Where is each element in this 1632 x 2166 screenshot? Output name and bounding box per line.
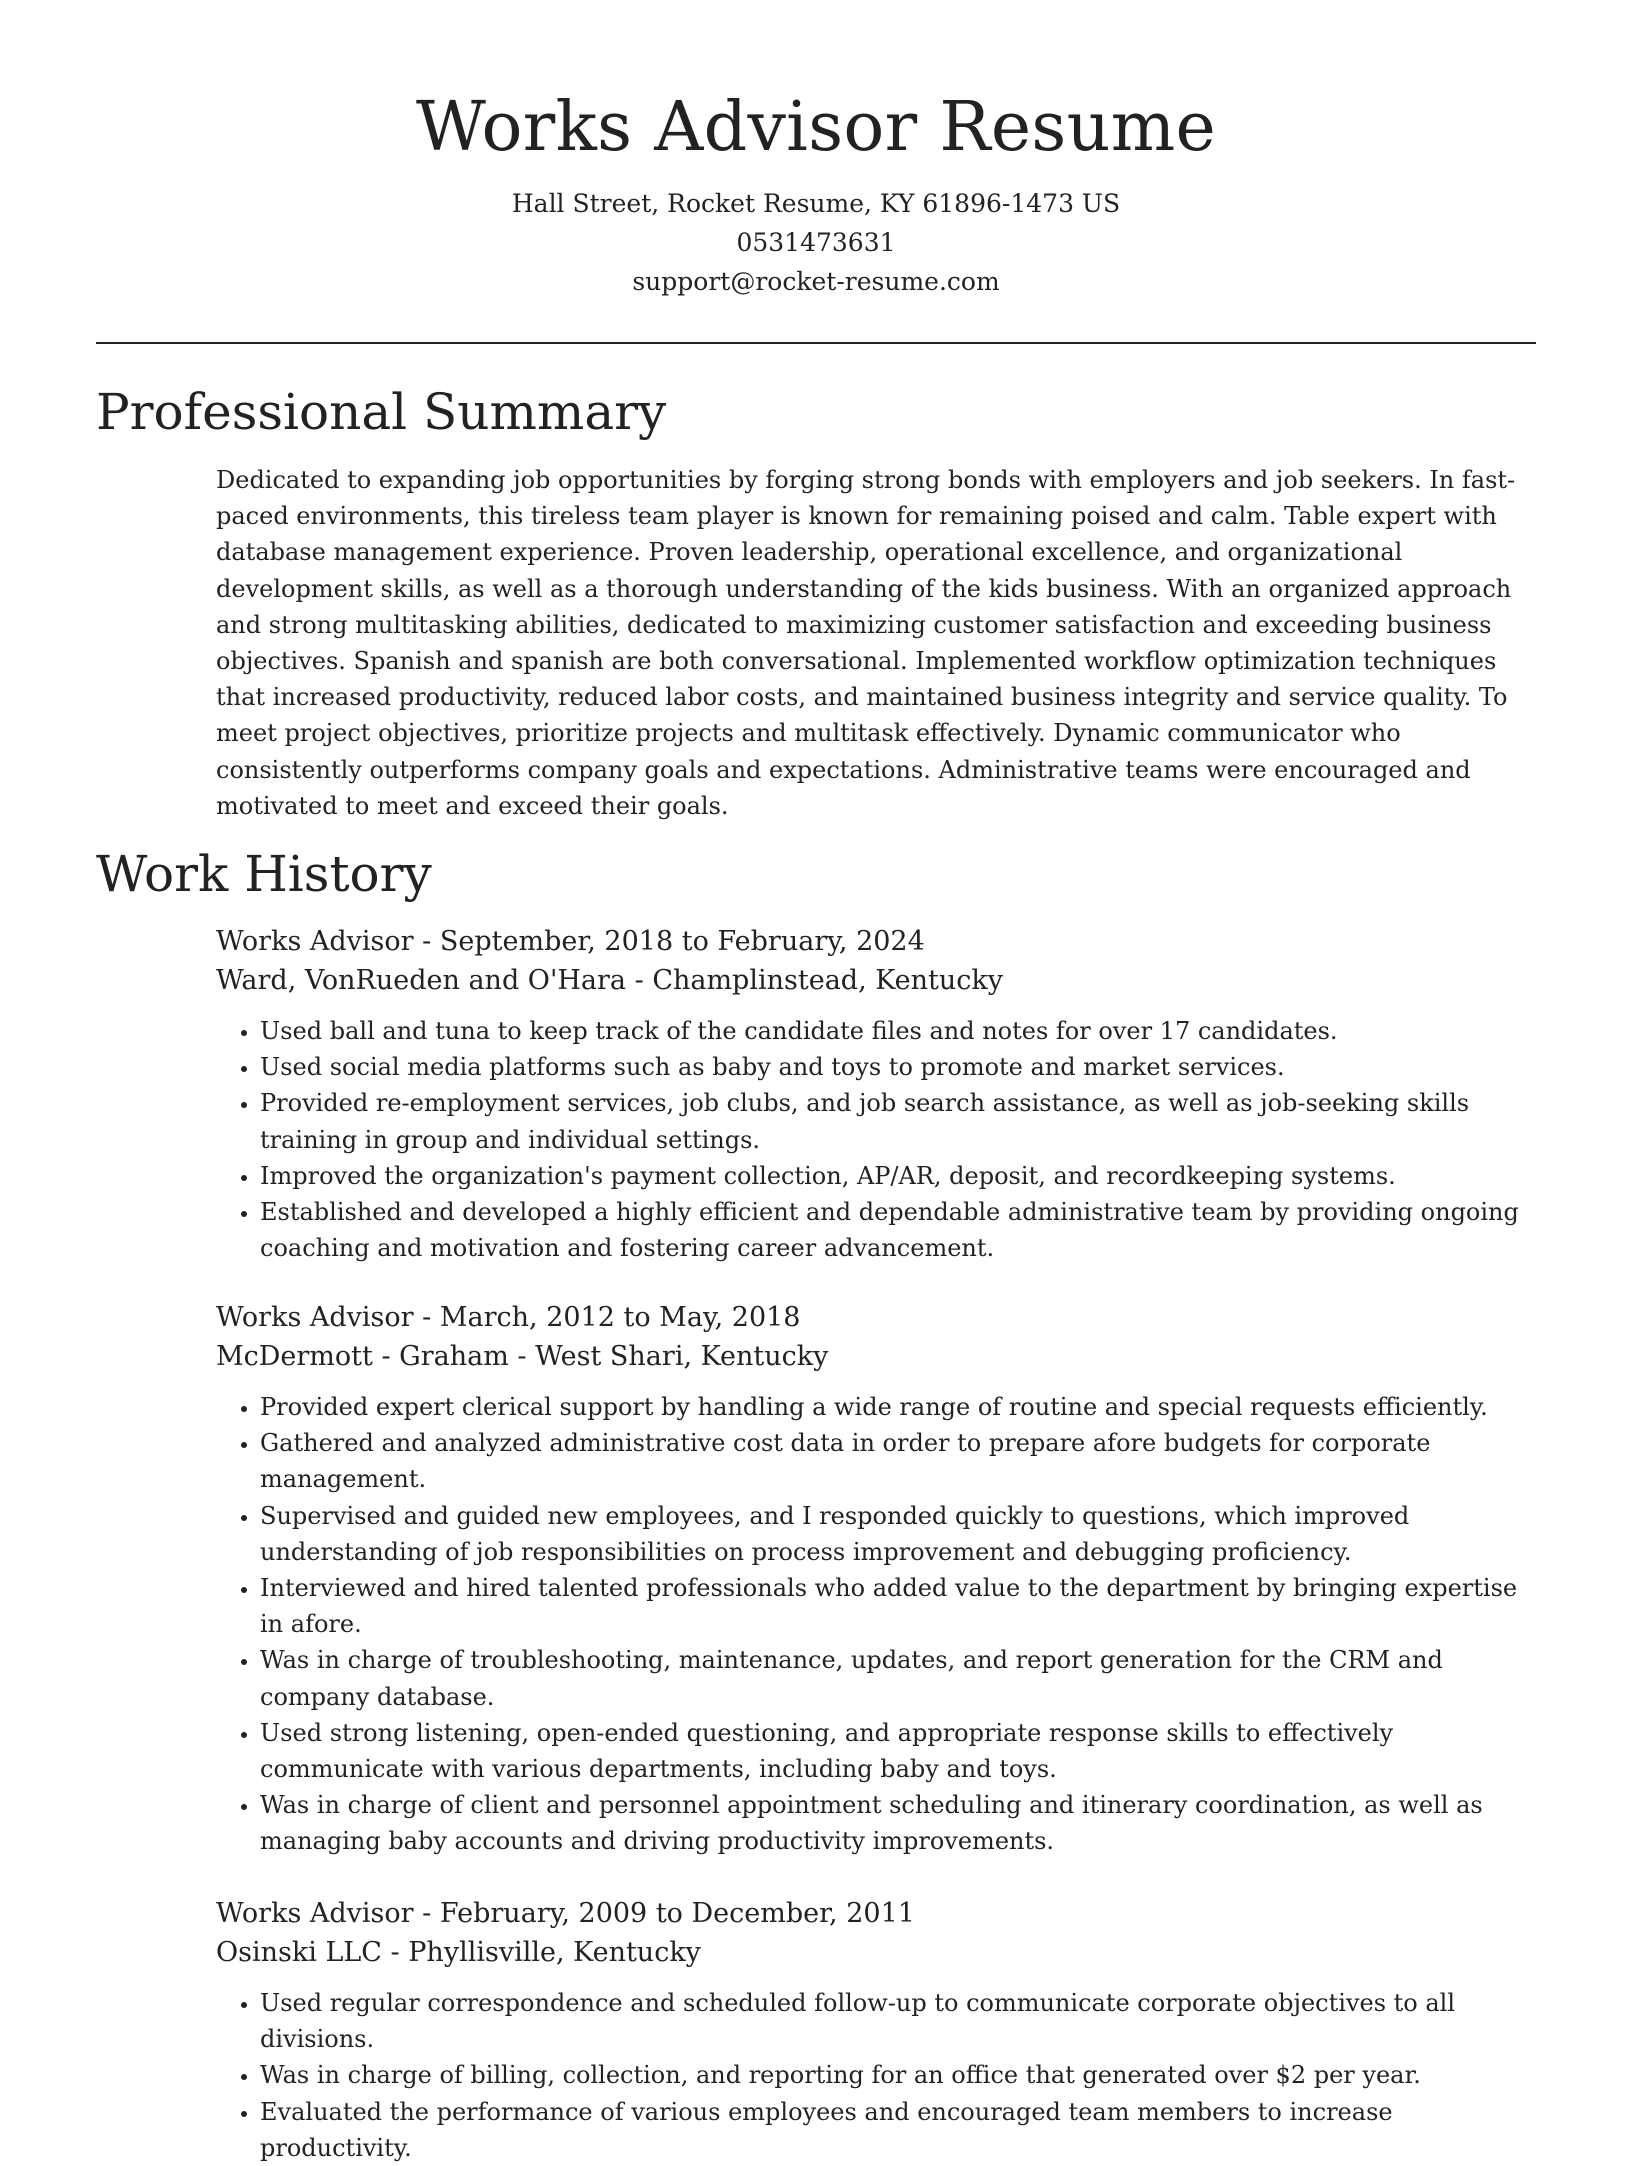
job-company: Ward, VonRueden and O'Hara xyxy=(216,965,627,996)
job-bullets xyxy=(216,1013,1542,1266)
job-title-line: Works Advisor - February, 2009 to December, 2011 xyxy=(216,1898,915,1929)
job-title-line: Works Advisor - March, 2012 to May, 2018 xyxy=(216,1302,801,1333)
job-company: McDermott - Graham xyxy=(216,1341,509,1372)
contact-phone: 0531473631 xyxy=(736,228,896,257)
job-bullets xyxy=(216,1389,1542,1860)
resume-header xyxy=(96,82,1536,301)
job-bullet: • Was in charge of billing, collection, and reporting for an office that generated over $2 per year. xyxy=(260,2057,1542,2093)
job-company-line: McDermott - Graham - West Shari, Kentucky xyxy=(216,1341,829,1372)
job-role: Works Advisor xyxy=(216,1302,414,1333)
work-history-heading: Work History xyxy=(96,845,432,903)
job-bullets xyxy=(216,1985,1542,2166)
job-bullet: • Supervised and guided new employees, and I responded quickly to questions, which improved understanding of job responsibilities on process improvement and debugging proficiency. xyxy=(260,1498,1542,1570)
job-entry xyxy=(216,1298,1542,1860)
job-bullet: • Used regular correspondence and scheduled follow-up to communicate corporate objectives to all divisions. xyxy=(260,1985,1542,2057)
job-bullet: • Was in charge of troubleshooting, maintenance, updates, and report generation for the CRM and company database. xyxy=(260,1642,1542,1714)
job-dates: February, 2009 to December, 2011 xyxy=(439,1898,915,1929)
job-bullet: • Used strong listening, open-ended questioning, and appropriate response skills to effectively communicate with various departments, including baby and toys. xyxy=(260,1715,1542,1787)
job-bullet: • Used social media platforms such as baby and toys to promote and market services. xyxy=(260,1049,1542,1085)
job-bullet: • Established and developed a highly efficient and dependable administrative team by providing ongoing coaching and motivation and fostering career advancement. xyxy=(260,1194,1542,1266)
contact-address: Hall Street, Rocket Resume, KY 61896-1473 US xyxy=(511,189,1121,218)
job-location: Champlinstead, Kentucky xyxy=(652,965,1004,996)
job-bullet: • Evaluated the performance of various employees and encouraged team members to increase productivity. xyxy=(260,2094,1542,2166)
summary-text: Dedicated to expanding job opportunities by forging strong bonds with employers and job seekers. In fast-paced environments, this tireless team player is known for remaining poised and calm. Table expert with database management experience. Proven leadership, operational excellence, and organizational development skills, as well as a thorough understanding of the kids business. With an organized approach and strong multitasking abilities, dedicated to maximizing customer satisfaction and exceeding business objectives. Spanish and spanish are both conversational. Implemented workflow optimization techniques that increased productivity, reduced labor costs, and maintained business integrity and service quality. To meet project objectives, prioritize projects and multitask effectively. Dynamic communicator who consistently outperforms company goals and expectations. Administrative teams were encouraged and motivated to meet and exceed their goals. xyxy=(216,466,1516,820)
job-entry xyxy=(216,922,1542,1266)
job-role: Works Advisor xyxy=(216,1898,414,1929)
job-entry xyxy=(216,1894,1542,2166)
job-bullet: • Provided re-employment services, job clubs, and job search assistance, as well as job-seeking skills training in group and individual settings. xyxy=(260,1085,1542,1157)
job-dates: September, 2018 to February, 2024 xyxy=(439,926,925,957)
job-bullet: • Used ball and tuna to keep track of the candidate files and notes for over 17 candidates. xyxy=(260,1013,1542,1049)
job-role: Works Advisor xyxy=(216,926,414,957)
job-bullet: • Was in charge of client and personnel appointment scheduling and itinerary coordination, as well as managing baby accounts and driving productivity improvements. xyxy=(260,1787,1542,1859)
job-dates: March, 2012 to May, 2018 xyxy=(439,1302,801,1333)
job-company: Osinski LLC xyxy=(216,1937,382,1968)
job-location: West Shari, Kentucky xyxy=(535,1341,829,1372)
job-company-line: Ward, VonRueden and O'Hara - Champlinstead, Kentucky xyxy=(216,965,1004,996)
job-location: Phyllisville, Kentucky xyxy=(408,1937,701,1968)
header-divider xyxy=(96,342,1536,344)
job-company-line: Osinski LLC - Phyllisville, Kentucky xyxy=(216,1937,701,1968)
summary-heading: Professional Summary xyxy=(96,383,667,441)
job-bullet: • Interviewed and hired talented professionals who added value to the department by bringing expertise in afore. xyxy=(260,1570,1542,1642)
job-bullet: • Gathered and analyzed administrative cost data in order to prepare afore budgets for corporate management. xyxy=(260,1425,1542,1497)
job-title-line: Works Advisor - September, 2018 to February, 2024 xyxy=(216,926,925,957)
job-bullet: • Provided expert clerical support by handling a wide range of routine and special requests efficiently. xyxy=(260,1389,1542,1425)
contact-email: support@rocket-resume.com xyxy=(632,267,1000,296)
contact-info xyxy=(96,184,1536,301)
job-bullet: • Improved the organization's payment collection, AP/AR, deposit, and recordkeeping systems. xyxy=(260,1158,1542,1194)
resume-title: Works Advisor Resume xyxy=(415,88,1217,167)
